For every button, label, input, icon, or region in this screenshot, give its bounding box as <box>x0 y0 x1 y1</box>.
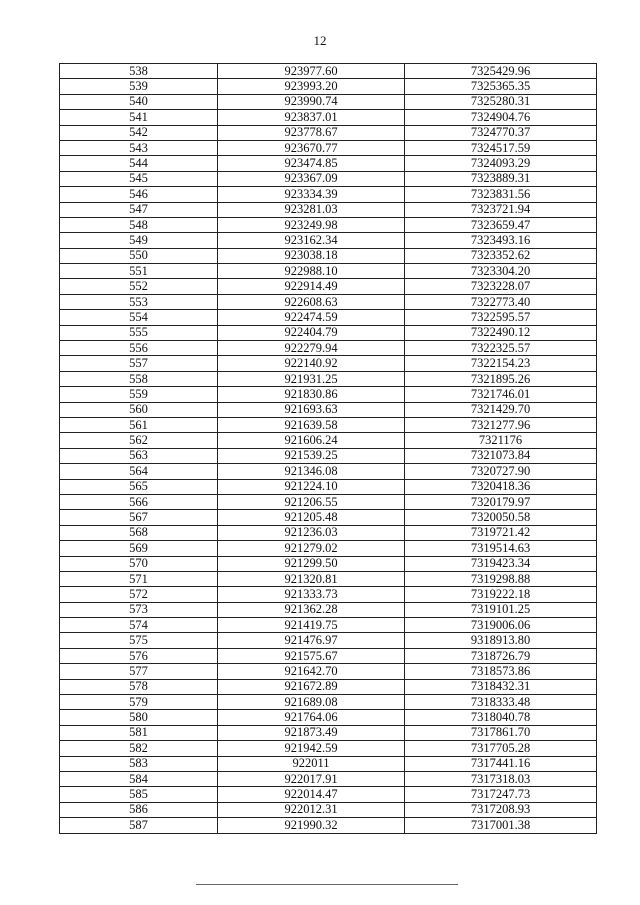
x-coordinate-cell: 921539.25 <box>218 448 405 463</box>
table-row <box>60 156 597 171</box>
table-row <box>60 710 597 725</box>
table-row <box>60 725 597 740</box>
y-coordinate-cell: 7323228.07 <box>405 279 597 294</box>
x-coordinate-cell: 922988.10 <box>218 264 405 279</box>
point-number-cell: 576 <box>60 648 218 663</box>
table-row <box>60 264 597 279</box>
point-number-cell: 575 <box>60 633 218 648</box>
point-number-cell: 557 <box>60 356 218 371</box>
point-number-cell: 585 <box>60 787 218 802</box>
y-coordinate-cell: 7324904.76 <box>405 110 597 125</box>
point-number-cell: 566 <box>60 494 218 509</box>
y-coordinate-cell: 7318726.79 <box>405 648 597 663</box>
point-number-cell: 584 <box>60 771 218 786</box>
x-coordinate-cell: 921639.58 <box>218 417 405 432</box>
y-coordinate-cell: 7318333.48 <box>405 695 597 710</box>
point-number-cell: 573 <box>60 602 218 617</box>
table-row <box>60 741 597 756</box>
y-coordinate-cell: 7321429.70 <box>405 402 597 417</box>
table-row <box>60 618 597 633</box>
point-number-cell: 542 <box>60 125 218 140</box>
x-coordinate-cell: 922140.92 <box>218 356 405 371</box>
table-row <box>60 371 597 386</box>
point-number-cell: 544 <box>60 156 218 171</box>
table-row <box>60 664 597 679</box>
point-number-cell: 541 <box>60 110 218 125</box>
x-coordinate-cell: 921279.02 <box>218 541 405 556</box>
y-coordinate-cell: 7323889.31 <box>405 171 597 186</box>
x-coordinate-cell: 922279.94 <box>218 341 405 356</box>
point-number-cell: 551 <box>60 264 218 279</box>
table-row <box>60 341 597 356</box>
y-coordinate-cell: 7321073.84 <box>405 448 597 463</box>
y-coordinate-cell: 7319514.63 <box>405 541 597 556</box>
x-coordinate-cell: 922608.63 <box>218 294 405 309</box>
table-row <box>60 217 597 232</box>
y-coordinate-cell: 7320418.36 <box>405 479 597 494</box>
point-number-cell: 571 <box>60 571 218 586</box>
table-row <box>60 310 597 325</box>
x-coordinate-cell: 923162.34 <box>218 233 405 248</box>
point-number-cell: 552 <box>60 279 218 294</box>
table-row <box>60 140 597 155</box>
x-coordinate-cell: 922011 <box>218 756 405 771</box>
y-coordinate-cell: 7321277.96 <box>405 417 597 432</box>
y-coordinate-cell: 7325429.96 <box>405 64 597 79</box>
x-coordinate-cell: 921224.10 <box>218 479 405 494</box>
y-coordinate-cell: 7317705.28 <box>405 741 597 756</box>
point-number-cell: 570 <box>60 556 218 571</box>
table-row <box>60 94 597 109</box>
table-row <box>60 587 597 602</box>
point-number-cell: 540 <box>60 94 218 109</box>
table-row <box>60 818 597 833</box>
table-row <box>60 602 597 617</box>
x-coordinate-cell: 921575.67 <box>218 648 405 663</box>
y-coordinate-cell: 7317318.03 <box>405 771 597 786</box>
table-row <box>60 448 597 463</box>
table-row <box>60 248 597 263</box>
x-coordinate-cell: 923334.39 <box>218 187 405 202</box>
x-coordinate-cell: 921320.81 <box>218 571 405 586</box>
x-coordinate-cell: 921299.50 <box>218 556 405 571</box>
x-coordinate-cell: 923993.20 <box>218 79 405 94</box>
point-number-cell: 567 <box>60 510 218 525</box>
table-row <box>60 279 597 294</box>
y-coordinate-cell: 7317001.38 <box>405 818 597 833</box>
table-row <box>60 648 597 663</box>
y-coordinate-cell: 7318040.78 <box>405 710 597 725</box>
y-coordinate-cell: 7323493.16 <box>405 233 597 248</box>
point-number-cell: 547 <box>60 202 218 217</box>
table-row <box>60 556 597 571</box>
y-coordinate-cell: 7318432.31 <box>405 679 597 694</box>
page-number: 12 <box>313 33 327 48</box>
point-number-cell: 556 <box>60 341 218 356</box>
table-row <box>60 679 597 694</box>
point-number-cell: 549 <box>60 233 218 248</box>
y-coordinate-cell: 7319222.18 <box>405 587 597 602</box>
table-row <box>60 541 597 556</box>
x-coordinate-cell: 921990.32 <box>218 818 405 833</box>
x-coordinate-cell: 921362.28 <box>218 602 405 617</box>
x-coordinate-cell: 922474.59 <box>218 310 405 325</box>
x-coordinate-cell: 921346.08 <box>218 464 405 479</box>
point-number-cell: 579 <box>60 695 218 710</box>
point-number-cell: 562 <box>60 433 218 448</box>
x-coordinate-cell: 923367.09 <box>218 171 405 186</box>
y-coordinate-cell: 7325280.31 <box>405 94 597 109</box>
y-coordinate-cell: 7323304.20 <box>405 264 597 279</box>
y-coordinate-cell: 7322154.23 <box>405 356 597 371</box>
x-coordinate-cell: 921476.97 <box>218 633 405 648</box>
table-row <box>60 387 597 402</box>
table-row <box>60 79 597 94</box>
point-number-cell: 574 <box>60 618 218 633</box>
point-number-cell: 582 <box>60 741 218 756</box>
y-coordinate-cell: 7322773.40 <box>405 294 597 309</box>
x-coordinate-cell: 921606.24 <box>218 433 405 448</box>
x-coordinate-cell: 921205.48 <box>218 510 405 525</box>
y-coordinate-cell: 9318913.80 <box>405 633 597 648</box>
x-coordinate-cell: 922404.79 <box>218 325 405 340</box>
table-row <box>60 325 597 340</box>
point-number-cell: 560 <box>60 402 218 417</box>
y-coordinate-cell: 7317441.16 <box>405 756 597 771</box>
y-coordinate-cell: 7323659.47 <box>405 217 597 232</box>
point-number-cell: 586 <box>60 802 218 817</box>
point-number-cell: 558 <box>60 371 218 386</box>
y-coordinate-cell: 7322325.57 <box>405 341 597 356</box>
x-coordinate-cell: 921764.06 <box>218 710 405 725</box>
table-row <box>60 525 597 540</box>
y-coordinate-cell: 7320050.58 <box>405 510 597 525</box>
table-row <box>60 125 597 140</box>
x-coordinate-cell: 921693.63 <box>218 402 405 417</box>
x-coordinate-cell: 921873.49 <box>218 725 405 740</box>
point-number-cell: 538 <box>60 64 218 79</box>
table-row <box>60 187 597 202</box>
y-coordinate-cell: 7322490.12 <box>405 325 597 340</box>
point-number-cell: 578 <box>60 679 218 694</box>
y-coordinate-cell: 7320727.90 <box>405 464 597 479</box>
x-coordinate-cell: 921931.25 <box>218 371 405 386</box>
y-coordinate-cell: 7324517.59 <box>405 140 597 155</box>
y-coordinate-cell: 7317861.70 <box>405 725 597 740</box>
table-row <box>60 756 597 771</box>
y-coordinate-cell: 7318573.86 <box>405 664 597 679</box>
x-coordinate-cell: 923670.77 <box>218 140 405 155</box>
x-coordinate-cell: 923249.98 <box>218 217 405 232</box>
y-coordinate-cell: 7323721.94 <box>405 202 597 217</box>
table-row <box>60 402 597 417</box>
point-number-cell: 564 <box>60 464 218 479</box>
table-row <box>60 510 597 525</box>
y-coordinate-cell: 7321746.01 <box>405 387 597 402</box>
point-number-cell: 569 <box>60 541 218 556</box>
x-coordinate-cell: 921689.08 <box>218 695 405 710</box>
point-number-cell: 572 <box>60 587 218 602</box>
x-coordinate-cell: 923990.74 <box>218 94 405 109</box>
point-number-cell: 577 <box>60 664 218 679</box>
x-coordinate-cell: 921419.75 <box>218 618 405 633</box>
y-coordinate-cell: 7323831.56 <box>405 187 597 202</box>
point-number-cell: 543 <box>60 140 218 155</box>
table-row <box>60 494 597 509</box>
y-coordinate-cell: 7317247.73 <box>405 787 597 802</box>
point-number-cell: 554 <box>60 310 218 325</box>
y-coordinate-cell: 7324093.29 <box>405 156 597 171</box>
point-number-cell: 563 <box>60 448 218 463</box>
point-number-cell: 587 <box>60 818 218 833</box>
x-coordinate-cell: 921942.59 <box>218 741 405 756</box>
point-number-cell: 568 <box>60 525 218 540</box>
y-coordinate-cell: 7319423.34 <box>405 556 597 571</box>
table-row <box>60 356 597 371</box>
y-coordinate-cell: 7321176 <box>405 433 597 448</box>
table-row <box>60 202 597 217</box>
y-coordinate-cell: 7321895.26 <box>405 371 597 386</box>
table-row <box>60 802 597 817</box>
footer-divider <box>196 884 458 885</box>
point-number-cell: 550 <box>60 248 218 263</box>
x-coordinate-cell: 923281.03 <box>218 202 405 217</box>
x-coordinate-cell: 921236.03 <box>218 525 405 540</box>
x-coordinate-cell: 921672.89 <box>218 679 405 694</box>
y-coordinate-cell: 7322595.57 <box>405 310 597 325</box>
point-number-cell: 548 <box>60 217 218 232</box>
point-number-cell: 546 <box>60 187 218 202</box>
point-number-cell: 559 <box>60 387 218 402</box>
point-number-cell: 561 <box>60 417 218 432</box>
x-coordinate-cell: 922012.31 <box>218 802 405 817</box>
point-number-cell: 545 <box>60 171 218 186</box>
point-number-cell: 583 <box>60 756 218 771</box>
table-row <box>60 233 597 248</box>
table-row <box>60 633 597 648</box>
table-row <box>60 110 597 125</box>
y-coordinate-cell: 7324770.37 <box>405 125 597 140</box>
table-row <box>60 433 597 448</box>
x-coordinate-cell: 923038.18 <box>218 248 405 263</box>
y-coordinate-cell: 7325365.35 <box>405 79 597 94</box>
y-coordinate-cell: 7319721.42 <box>405 525 597 540</box>
y-coordinate-cell: 7319006.06 <box>405 618 597 633</box>
x-coordinate-cell: 923474.85 <box>218 156 405 171</box>
point-number-cell: 555 <box>60 325 218 340</box>
table-row <box>60 464 597 479</box>
table-row <box>60 417 597 432</box>
coordinates-table <box>59 63 597 834</box>
y-coordinate-cell: 7317208.93 <box>405 802 597 817</box>
table-row <box>60 294 597 309</box>
x-coordinate-cell: 922914.49 <box>218 279 405 294</box>
y-coordinate-cell: 7319101.25 <box>405 602 597 617</box>
table-row <box>60 171 597 186</box>
table-row <box>60 479 597 494</box>
x-coordinate-cell: 921830.86 <box>218 387 405 402</box>
point-number-cell: 581 <box>60 725 218 740</box>
point-number-cell: 565 <box>60 479 218 494</box>
x-coordinate-cell: 923977.60 <box>218 64 405 79</box>
x-coordinate-cell: 921333.73 <box>218 587 405 602</box>
x-coordinate-cell: 921642.70 <box>218 664 405 679</box>
x-coordinate-cell: 922017.91 <box>218 771 405 786</box>
x-coordinate-cell: 922014.47 <box>218 787 405 802</box>
table-row <box>60 571 597 586</box>
point-number-cell: 539 <box>60 79 218 94</box>
y-coordinate-cell: 7319298.88 <box>405 571 597 586</box>
x-coordinate-cell: 923778.67 <box>218 125 405 140</box>
point-number-cell: 580 <box>60 710 218 725</box>
x-coordinate-cell: 923837.01 <box>218 110 405 125</box>
table-row <box>60 64 597 79</box>
x-coordinate-cell: 921206.55 <box>218 494 405 509</box>
y-coordinate-cell: 7323352.62 <box>405 248 597 263</box>
table-row <box>60 771 597 786</box>
point-number-cell: 553 <box>60 294 218 309</box>
y-coordinate-cell: 7320179.97 <box>405 494 597 509</box>
table-row <box>60 695 597 710</box>
table-row <box>60 787 597 802</box>
